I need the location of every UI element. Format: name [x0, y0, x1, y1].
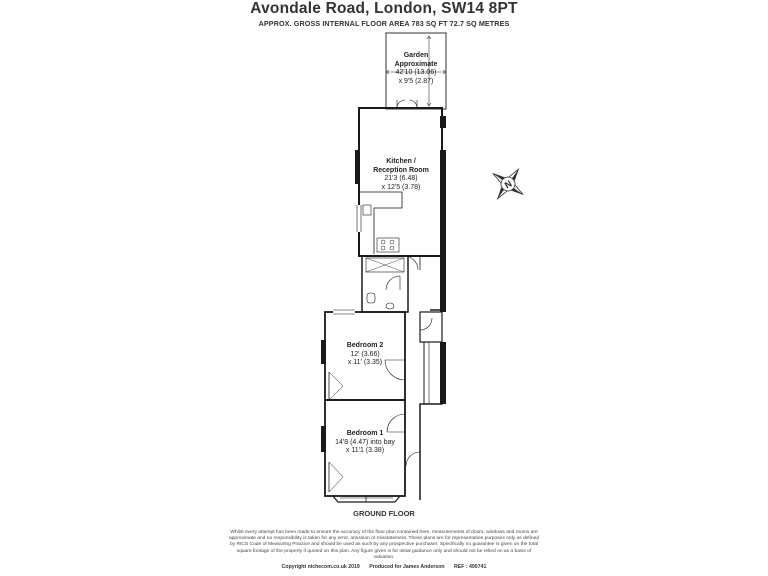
plan-title: Avondale Road, London, SW14 8PT [250, 0, 518, 17]
bedroom-2-label: Bedroom 2 12' (3.66) x 11' (3.35) [346, 342, 384, 367]
floor-area-subtitle: APPROX. GROSS INTERNAL FLOOR AREA 783 SQ FT 72.7 SQ METRES [258, 19, 510, 28]
bathroom [362, 256, 418, 312]
floor-label: GROUND FLOOR [353, 509, 415, 518]
reference-text: REF : 490741 [454, 564, 487, 570]
compass-letter: N [502, 178, 514, 191]
hallway [408, 256, 446, 500]
kitchen-label: Kitchen / Reception Room 21'3 (6.48) x 12'5 (3.78) [373, 158, 429, 191]
copyright-text: Copyright nichecom.co.uk 2019 [281, 564, 360, 570]
credits-line [0, 564, 768, 570]
bedroom-1-label: Bedroom 1 14'8 (4.47) into bay x 11'1 (3.38) [335, 430, 395, 455]
garden-label: Garden Approximate 42'10 (13.06) x 9'5 (2.87) [394, 52, 438, 85]
produced-for-text: Produced for James Anderson [369, 564, 445, 570]
disclaimer-text: Whilst every attempt has been made to ensure the accuracy of the floor plan contained here, measurements of doors, windows and rooms are approximate and no responsibility is taken for any error, omission or misstatement. These plans are for representation purposes only as defined by RICS Code of Measuring Practice and should be used as such by any prospective purchaser. Specifically no guarantee is given on the total square footage of the property if quoted on this plan. Any figure given is for initial guidance only and should not be relied on as a basis of valuation. [228, 530, 540, 560]
